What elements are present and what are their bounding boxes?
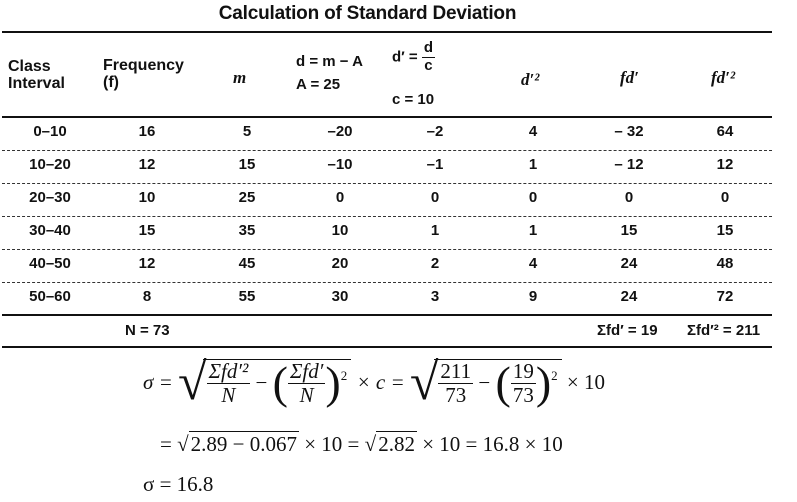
cell-dp: –1 <box>426 156 444 173</box>
cell-d2: 1 <box>528 156 538 173</box>
totals-top-rule <box>2 314 772 316</box>
cell-fd: 24 <box>620 255 638 272</box>
header-frequency: Frequency (f) <box>103 57 184 91</box>
cell-d: –20 <box>327 123 353 140</box>
total-sum-fd: Σfd′ = 19 <box>597 322 658 339</box>
cell-ci: 30–40 <box>29 222 71 239</box>
cell-dp: 1 <box>430 222 440 239</box>
cell-d2: 4 <box>528 123 538 140</box>
row-divider <box>2 183 772 184</box>
header-m: m <box>233 68 247 87</box>
cell-d: 30 <box>331 288 349 305</box>
cell-dp: –2 <box>426 123 444 140</box>
formula-line-2: = √2.89 − 0.067 × 10 = √2.82 × 10 = 16.8 × 10 <box>160 432 563 456</box>
cell-fd: – 32 <box>614 123 644 140</box>
total-sum-fd2: Σfd′² = 211 <box>687 322 761 339</box>
header-c-value: c = 10 <box>392 91 435 108</box>
result-sigma: σ = 16.8 <box>143 472 214 496</box>
cell-ci: 10–20 <box>29 156 71 173</box>
cell-ci: 20–30 <box>29 189 71 206</box>
cell-fd: 24 <box>620 288 638 305</box>
header-bottom-rule <box>2 116 772 118</box>
totals-bottom-rule <box>2 346 772 348</box>
cell-d: –10 <box>327 156 353 173</box>
cell-dp: 2 <box>430 255 440 272</box>
cell-f: 16 <box>138 123 156 140</box>
cell-dp: 3 <box>430 288 440 305</box>
header-fd-prime: fd′ <box>620 68 639 87</box>
cell-fd2: 72 <box>716 288 734 305</box>
cell-f: 10 <box>138 189 156 206</box>
cell-m: 15 <box>238 156 256 173</box>
cell-f: 15 <box>138 222 156 239</box>
row-divider <box>2 249 772 250</box>
cell-ci: 0–10 <box>33 123 67 140</box>
cell-f: 8 <box>142 288 152 305</box>
page-title: Calculation of Standard Deviation <box>218 3 517 24</box>
cell-m: 45 <box>238 255 256 272</box>
formula-line-1: σ = √ Σfd′² N − ( Σfd′ N )$^2$ × c = √ $\frac{211}{73}$ − ( $\frac{19}{73}$ )$^2$ × 10 <box>143 354 605 411</box>
cell-m: 5 <box>242 123 252 140</box>
header-fd-prime-squared: fd′² <box>711 68 736 87</box>
row-divider <box>2 150 772 151</box>
cell-d: 10 <box>331 222 349 239</box>
header-d-prime-squared: d′² <box>521 70 540 89</box>
cell-fd2: 12 <box>716 156 734 173</box>
table-top-rule <box>2 31 772 33</box>
cell-fd: 0 <box>624 189 634 206</box>
cell-m: 55 <box>238 288 256 305</box>
row-divider <box>2 282 772 283</box>
cell-m: 25 <box>238 189 256 206</box>
cell-d2: 1 <box>528 222 538 239</box>
header-d-formula: d = m − A A = 25 <box>296 53 363 93</box>
total-n: N = 73 <box>125 322 170 339</box>
cell-d2: 9 <box>528 288 538 305</box>
cell-ci: 50–60 <box>29 288 71 305</box>
header-d-prime: d′ = $\frac{d}{c}$ <box>392 39 434 74</box>
cell-fd2: 15 <box>716 222 734 239</box>
cell-fd: 15 <box>620 222 638 239</box>
cell-d2: 4 <box>528 255 538 272</box>
cell-f: 12 <box>138 156 156 173</box>
cell-d: 20 <box>331 255 349 272</box>
cell-ci: 40–50 <box>29 255 71 272</box>
cell-d2: 0 <box>528 189 538 206</box>
cell-m: 35 <box>238 222 256 239</box>
cell-d: 0 <box>335 189 345 206</box>
cell-f: 12 <box>138 255 156 272</box>
row-divider <box>2 216 772 217</box>
cell-fd2: 64 <box>716 123 734 140</box>
header-class-interval: Class Interval <box>8 58 65 92</box>
cell-fd2: 0 <box>720 189 730 206</box>
cell-dp: 0 <box>430 189 440 206</box>
cell-fd2: 48 <box>716 255 734 272</box>
cell-fd: – 12 <box>614 156 644 173</box>
